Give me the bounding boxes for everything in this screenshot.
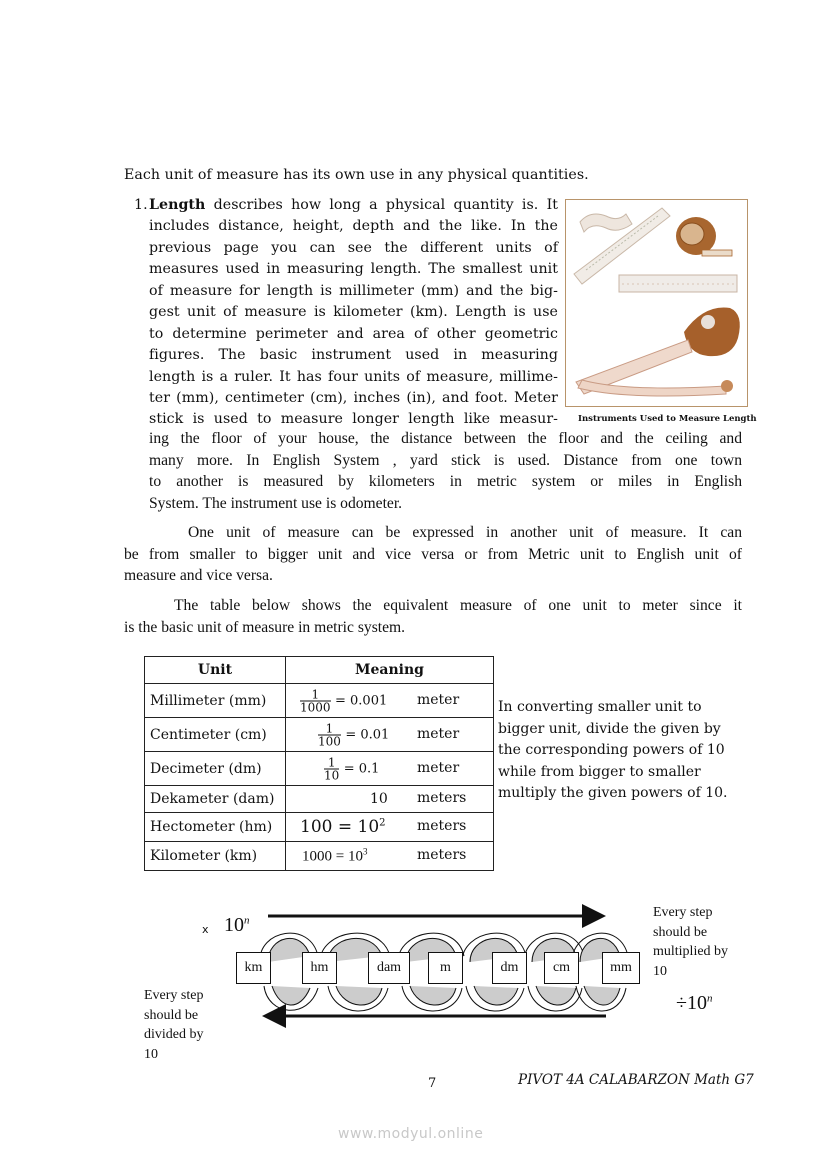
length-line-9: length is a ruler. It has four units of measure, millime- (149, 368, 558, 385)
length-line-14: to another is measured by kilometers in metric system or miles in English (149, 473, 742, 490)
unit-word: meter (417, 759, 460, 776)
length-line-15: System. The instrument use is odometer. (149, 494, 403, 512)
power-expression: $100 = 10^2$ (300, 817, 386, 837)
fraction-expression: $\frac{1}{1000}$ = 0.001 (300, 687, 388, 714)
unit-word: meter (417, 691, 460, 708)
header-unit: Unit (145, 657, 286, 684)
conversion-note: In converting smaller unit to bigger unit, divide the given by the corresponding powers of 10 while from bigger to smaller multiply the given powers of 10. (498, 699, 728, 801)
meaning-cell (286, 718, 494, 752)
watermark: www.modyul.online (338, 1126, 484, 1142)
meaning-cell (286, 786, 494, 813)
length-line-11: stick is used to measure longer length like measur- (149, 411, 558, 427)
unit-cell: Decimeter (dm) (145, 752, 286, 786)
divide-note: Every step should be divided by 10 (144, 988, 204, 1062)
unit-word: meters (417, 790, 467, 807)
meaning-cell (286, 842, 494, 871)
length-line-3: previous page you can see the different units of (149, 239, 558, 256)
unit-box-m: m (428, 952, 463, 984)
unit-box-km: km (236, 952, 271, 984)
table-row (145, 842, 494, 871)
unit-word: meter (417, 725, 460, 742)
unit-word: meters (417, 818, 467, 835)
unit-cell: Kilometer (km) (145, 842, 286, 871)
multiply-power-label: 10$^n$ (224, 914, 250, 936)
fraction-expression: $\frac{1}{10}$ = 0.1 (324, 755, 380, 782)
para2-line-2: be from smaller to bigger unit and vice versa or from Metric unit to English unit of (124, 545, 742, 563)
list-number: 1. (134, 197, 148, 213)
conversion-steps-diagram (140, 900, 760, 1070)
table-row (145, 813, 494, 842)
multiply-symbol: x (202, 923, 209, 936)
unit-cell: Dekameter (dam) (145, 786, 286, 813)
unit-cell: Millimeter (mm) (145, 684, 286, 718)
length-term: Length (149, 197, 206, 213)
unit-cell: Hectometer (hm) (145, 813, 286, 842)
unit-box-hm: hm (302, 952, 337, 984)
header-meaning: Meaning (286, 657, 494, 684)
para3-line-1: The table below shows the equivalent measure of one unit to meter since it (174, 597, 742, 614)
length-line-2: includes distance, height, depth and the like. In the (149, 218, 558, 234)
meaning-cell (286, 752, 494, 786)
meaning-cell (286, 813, 494, 842)
meaning-cell (286, 684, 494, 718)
table-row (145, 786, 494, 813)
para2-line-1: One unit of measure can be expressed in another unit of measure. It can (188, 524, 742, 541)
divide-power-label: $\div 10^n$ (676, 992, 713, 1014)
measuring-tools-illustration (566, 200, 747, 406)
unit-conversion-table (144, 656, 494, 871)
figure-caption: Instruments Used to Measure Length (578, 414, 757, 424)
length-line-8: figures. The basic instrument used in measuring (149, 347, 558, 363)
measuring-instruments-image (565, 199, 748, 407)
folding-ruler-icon (574, 208, 670, 284)
unit-word: meters (417, 847, 467, 864)
footer-title: PIVOT 4A CALABARZON Math G7 (518, 1072, 754, 1088)
value: 10 (370, 791, 388, 807)
table-header-row (145, 657, 494, 684)
length-line-4: measures used in measuring length. The smallest unit (149, 261, 558, 277)
table-row (145, 752, 494, 786)
length-line-7: to determine perimeter and area of other geometric (149, 325, 558, 342)
unit-box-dm: dm (492, 952, 527, 984)
length-line-13: many more. In English System , yard stick is used. Distance from one town (149, 451, 742, 469)
length-line-6: gest unit of measure is kilometer (km). Length is use (149, 304, 558, 320)
length-line-1: Length describes how long a physical quantity is. It (149, 197, 558, 213)
unit-box-dam: dam (368, 952, 410, 984)
page-number: 7 (428, 1076, 437, 1091)
multiply-note: Every step should be multiplied by 10 (653, 905, 729, 979)
intro-sentence: Each unit of measure has its own use in any physical quantities. (124, 167, 589, 183)
table-row (145, 718, 494, 752)
para2-line-3: measure and vice versa. (124, 567, 273, 584)
fraction-expression: $\frac{1}{100}$ = 0.01 (318, 721, 390, 748)
unit-box-mm: mm (602, 952, 640, 984)
length-line-5: of measure for length is millimeter (mm) and the big- (149, 282, 558, 299)
large-tape-measure-icon (576, 308, 740, 397)
tape-measure-icon (676, 217, 732, 256)
power-expression: $1000 = 10^3$ (302, 846, 368, 865)
para3-line-2: is the basic unit of measure in metric system. (124, 618, 406, 636)
unit-cell: Centimeter (cm) (145, 718, 286, 752)
length-line-12: ing the floor of your house, the distance between the floor and the ceiling and (149, 430, 742, 447)
length-line-10: ter (mm), centimeter (cm), inches (in), and foot. Meter (149, 390, 558, 406)
ruler-icon (619, 275, 737, 292)
unit-box-cm: cm (544, 952, 579, 984)
table-row (145, 684, 494, 718)
